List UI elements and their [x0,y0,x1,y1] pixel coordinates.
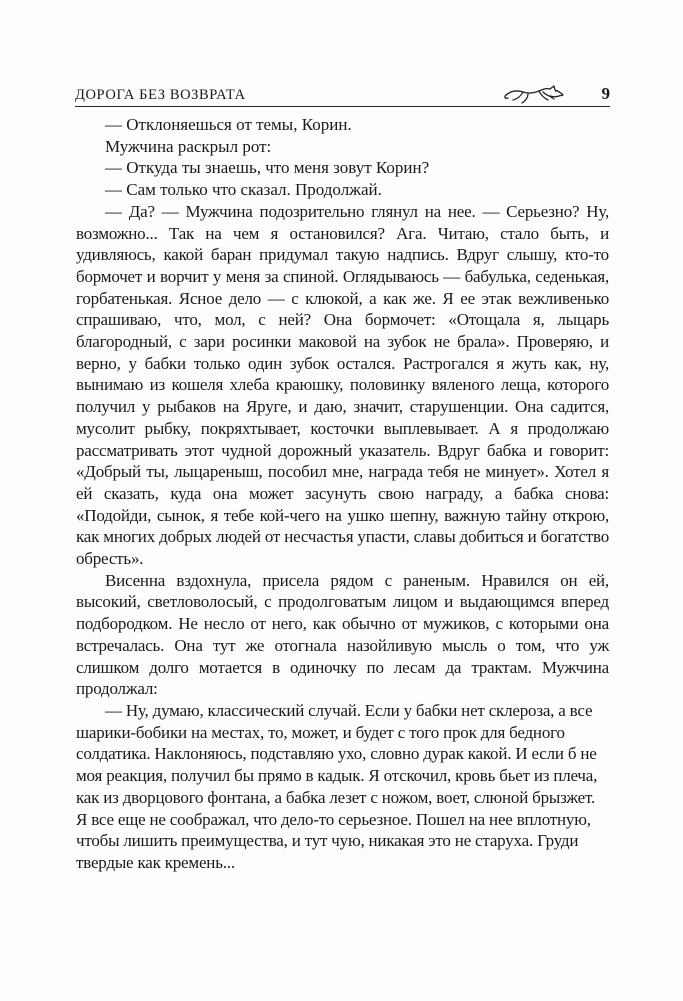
paragraph: — Сам только что сказал. Продолжай. [105,180,382,200]
running-fox-icon [503,82,569,106]
paragraph: Мужчина раскрыл рот: [105,136,272,156]
paragraph: — Откуда ты знаешь, что меня зовут Корин? [105,158,430,178]
running-title: ДОРОГА БЕЗ ВОЗВРАТА [75,87,246,103]
paragraph: Висенна вздохнула, присела рядом с раненым. Нравился он ей, высокий, светловолосый, с продолговатым лицом и выдающимся вперед подбородком. Не несло от него, как обычно от мужиков, с которыми она встречалась. Она тут же отогнала назойливую мысль о том, что уж слишком долго мотается в одиночку по лесам да трактам. Мужчина продолжал: [76,570,609,699]
page-number: 9 [601,84,610,103]
page-header [75,82,610,106]
paragraph: — Ну, думаю, классический случай. Если у бабки нет склероза, а все шарики-бобики на местах, то, может, и будет с того прок для бедного солдатика. Наклоняюсь, подставляю ухо, словно дурак какой. И если б не моя реакция, получил бы прямо в кадык. Я отскочил, кровь бьет из плеча, как из дворцового фонтана, а бабка лезет с ножом, воет, слюной брызжет. Я все еще не соображал, что дело-то серьезное. Пошел на нее вплотную, чтобы лишить преимущества, и тут чую, никакая это не старуха. Груди твердые как кремень... [76,700,598,872]
body-text [76,114,609,874]
paragraph: — Да? — Мужчина подозрительно глянул на нее. — Серьезно? Ну, возможно... Так на чем я остановился? Ага. Читаю, стало быть, и удивляюсь, какой баран придумал такую надпись. Вдруг слышу, кто-то бормочет и ворчит у меня за спиной. Оглядываюсь — бабулька, седенькая, горбатенькая. Ясное дело — с клюкой, а как же. Я ее этак вежливенько спрашиваю, что, мол, с ней? Она бормочет: «Отощала я, лыцарь благородный, с зари росинки маковой на зубок не брала». Проверяю, и верно, у бабки только один зубок остался. Растрогался я жуть как, ну, вынимаю из кошеля хлеба краюшку, половинку вяленого леща, которого получил у рыбаков на Яруге, и даю, значит, старушенции. Она садится, мусолит рыбку, покряхтывает, косточки выплевывает. А я продолжаю рассматривать этот чудной дорожный указатель. Вдруг бабка и говорит: «Добрый ты, лыцареныш, пособил мне, награда тебя не минует». Хотел я ей сказать, куда она может засунуть свою награду, а бабка снова: «Подойди, сынок, я тебе кой-чего на ушко шепну, важную тайну открою, как многих добрых людей от несчастья упасти, славы добиться и богатство обресть». [76,201,609,569]
paragraph: — Отклоняешься от темы, Корин. [105,115,352,134]
header-rule [75,106,610,107]
